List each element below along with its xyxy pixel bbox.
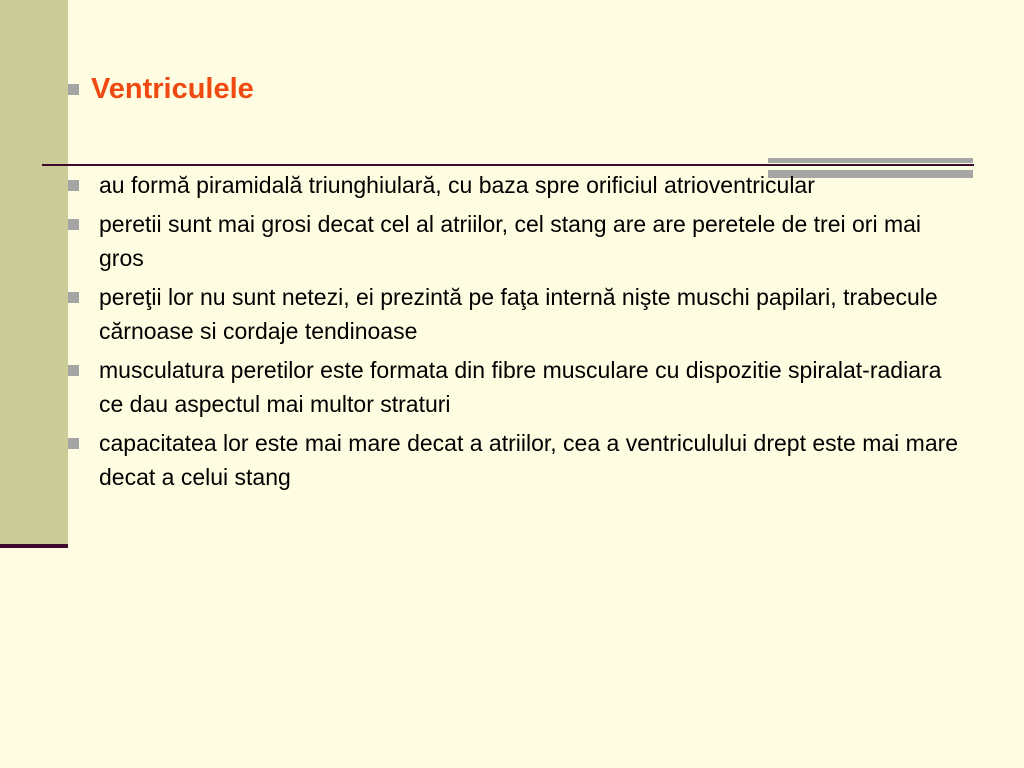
square-bullet-icon <box>68 84 79 95</box>
list-item-text: au formă piramidală triunghiulară, cu baza spre orificiul atrioventricular <box>99 172 815 198</box>
title-divider-line <box>42 164 974 166</box>
title-row <box>68 70 254 108</box>
decorative-gray-bar-top <box>768 158 973 163</box>
square-bullet-icon <box>68 292 79 303</box>
square-bullet-icon <box>68 365 79 376</box>
list-item-text: pereţii lor nu sunt netezi, ei prezintă pe faţa internă nişte muschi papilari, trabecule cărnoase si cordaje tendinoase <box>99 284 938 344</box>
square-bullet-icon <box>68 180 79 191</box>
bullet-list <box>68 168 968 499</box>
list-item-text: capacitatea lor este mai mare decat a atriilor, cea a ventriculului drept este mai mare decat a celui stang <box>99 430 959 490</box>
list-item <box>68 353 968 421</box>
left-decorative-band <box>0 0 68 545</box>
square-bullet-icon <box>68 438 79 449</box>
list-item <box>68 426 968 494</box>
list-item <box>68 280 968 348</box>
list-item <box>68 168 968 202</box>
list-item <box>68 207 968 275</box>
list-item-text: peretii sunt mai grosi decat cel al atriilor, cel stang are are peretele de trei ori mai gros <box>99 211 922 271</box>
list-item-text: musculatura peretilor este formata din fibre musculare cu dispozitie spiralat-radiara ce dau aspectul mai multor straturi <box>99 357 942 417</box>
square-bullet-icon <box>68 219 79 230</box>
slide-title: Ventriculele <box>91 73 254 105</box>
left-band-underline <box>0 544 68 548</box>
